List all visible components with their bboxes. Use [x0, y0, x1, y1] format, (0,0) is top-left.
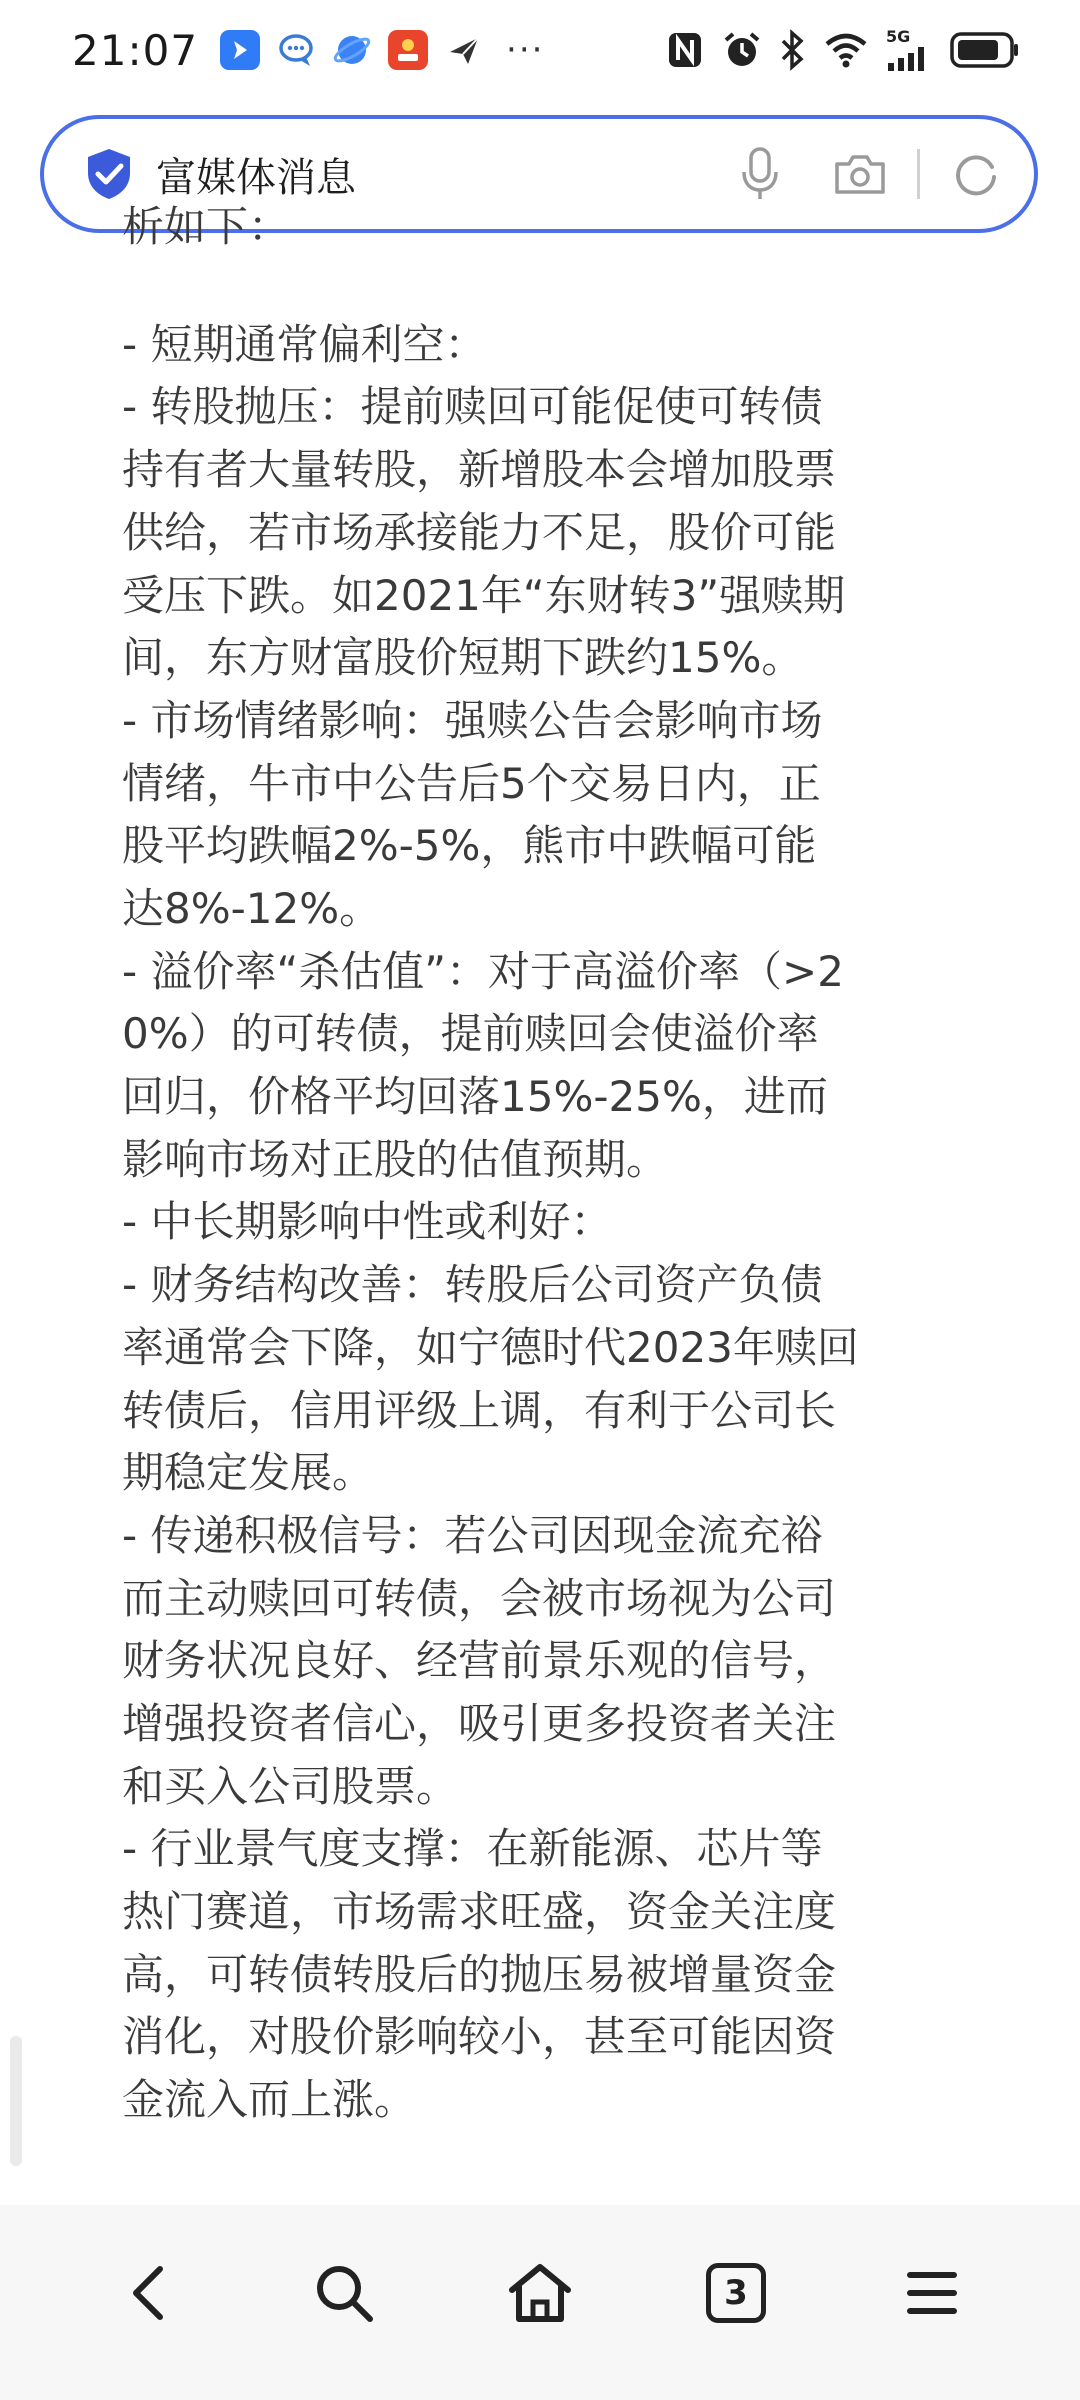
network-type-label: 5G	[886, 27, 911, 46]
article-line: 转债后，信用评级上调，有利于公司长	[122, 1386, 837, 1435]
cut-off-text-line: 析如下：	[122, 202, 291, 251]
more-notifications: ···	[506, 30, 545, 70]
article-line: 情绪，牛市中公告后5个交易日内，正	[122, 759, 821, 808]
camera-icon[interactable]	[833, 152, 887, 196]
menu-icon[interactable]	[877, 2238, 987, 2348]
article-line: 供给，若市场承接能力不足，股价可能	[122, 508, 837, 557]
globe-app-icon	[332, 30, 372, 70]
article-line: 财务状况良好、经营前景乐观的信号，	[122, 1636, 837, 1685]
article-line: 影响市场对正股的估值预期。	[122, 1135, 669, 1184]
article-line: 间，东方财富股价短期下跌约15%。	[122, 633, 804, 682]
orange-badge-app-icon	[388, 30, 428, 70]
article-content	[122, 202, 962, 2129]
article-line: 持有者大量转股，新增股本会增加股票	[122, 445, 837, 494]
chat-bubble-app-icon	[276, 30, 316, 70]
battery-icon	[950, 31, 1020, 69]
article-line: - 溢价率“杀估值”：对于高溢价率（>2	[122, 947, 844, 996]
home-icon[interactable]	[485, 2238, 595, 2348]
article-line: 期稳定发展。	[122, 1448, 375, 1497]
nfc-icon	[666, 30, 704, 70]
article-line: - 传递积极信号：若公司因现金流充裕	[122, 1511, 823, 1560]
article-line: 高，可转债转股后的抛压易被增量资金	[122, 1950, 837, 1999]
article-line: - 行业景气度支撑：在新能源、芯片等	[122, 1824, 823, 1873]
article-line: - 转股抛压：提前赎回可能促使可转债	[122, 382, 823, 431]
microphone-icon[interactable]	[741, 146, 779, 202]
article-line: 率通常会下降，如宁德时代2023年赎回	[122, 1323, 859, 1372]
search-bar-divider	[917, 149, 920, 199]
article-line: - 中长期影响中性或利好：	[122, 1197, 613, 1246]
alarm-icon	[722, 30, 762, 70]
search-query-text[interactable]: 富媒体消息	[156, 154, 356, 201]
notification-icons	[220, 30, 544, 70]
tabs-icon[interactable]	[681, 2238, 791, 2348]
bottom-navigation	[0, 2205, 1080, 2400]
bluetooth-icon	[780, 30, 806, 70]
paper-plane-app-icon	[444, 30, 484, 70]
tab-count: 3	[706, 2263, 766, 2323]
system-status-icons	[666, 29, 1020, 71]
article-line: 和买入公司股票。	[122, 1762, 459, 1811]
article-line: - 短期通常偏利空：	[122, 320, 487, 369]
article-line: 热门赛道，市场需求旺盛，资金关注度	[122, 1887, 837, 1936]
article-line: 增强投资者信心，吸引更多投资者关注	[122, 1699, 837, 1748]
article-line: 回归，价格平均回落15%-25%，进而	[122, 1072, 828, 1121]
article-line: 股平均跌幅2%-5%，熊市中跌幅可能	[122, 821, 817, 870]
security-shield-icon	[84, 147, 134, 201]
back-icon[interactable]	[93, 2238, 203, 2348]
status-time: 21:07	[72, 25, 199, 75]
article-line: - 市场情绪影响：强赎公告会影响市场	[122, 696, 823, 745]
article-line: 达8%-12%。	[122, 884, 382, 933]
article-line: 受压下跌。如2021年“东财转3”强赎期	[122, 571, 846, 620]
signal-icon	[886, 29, 932, 71]
article-line: 消化，对股价影响较小，甚至可能因资	[122, 2012, 837, 2061]
refresh-icon[interactable]	[952, 150, 1000, 198]
blue-arrow-app-icon	[220, 30, 260, 70]
article-line: 金流入而上涨。	[122, 2075, 417, 2124]
status-bar	[0, 0, 1080, 100]
article-line: - 财务结构改善：转股后公司资产负债	[122, 1260, 823, 1309]
scroll-indicator[interactable]	[10, 2036, 22, 2166]
search-icon[interactable]	[289, 2238, 399, 2348]
article-line: 而主动赎回可转债，会被市场视为公司	[122, 1574, 837, 1623]
article-line: 0%）的可转债，提前赎回会使溢价率	[122, 1009, 819, 1058]
wifi-icon	[824, 32, 868, 68]
